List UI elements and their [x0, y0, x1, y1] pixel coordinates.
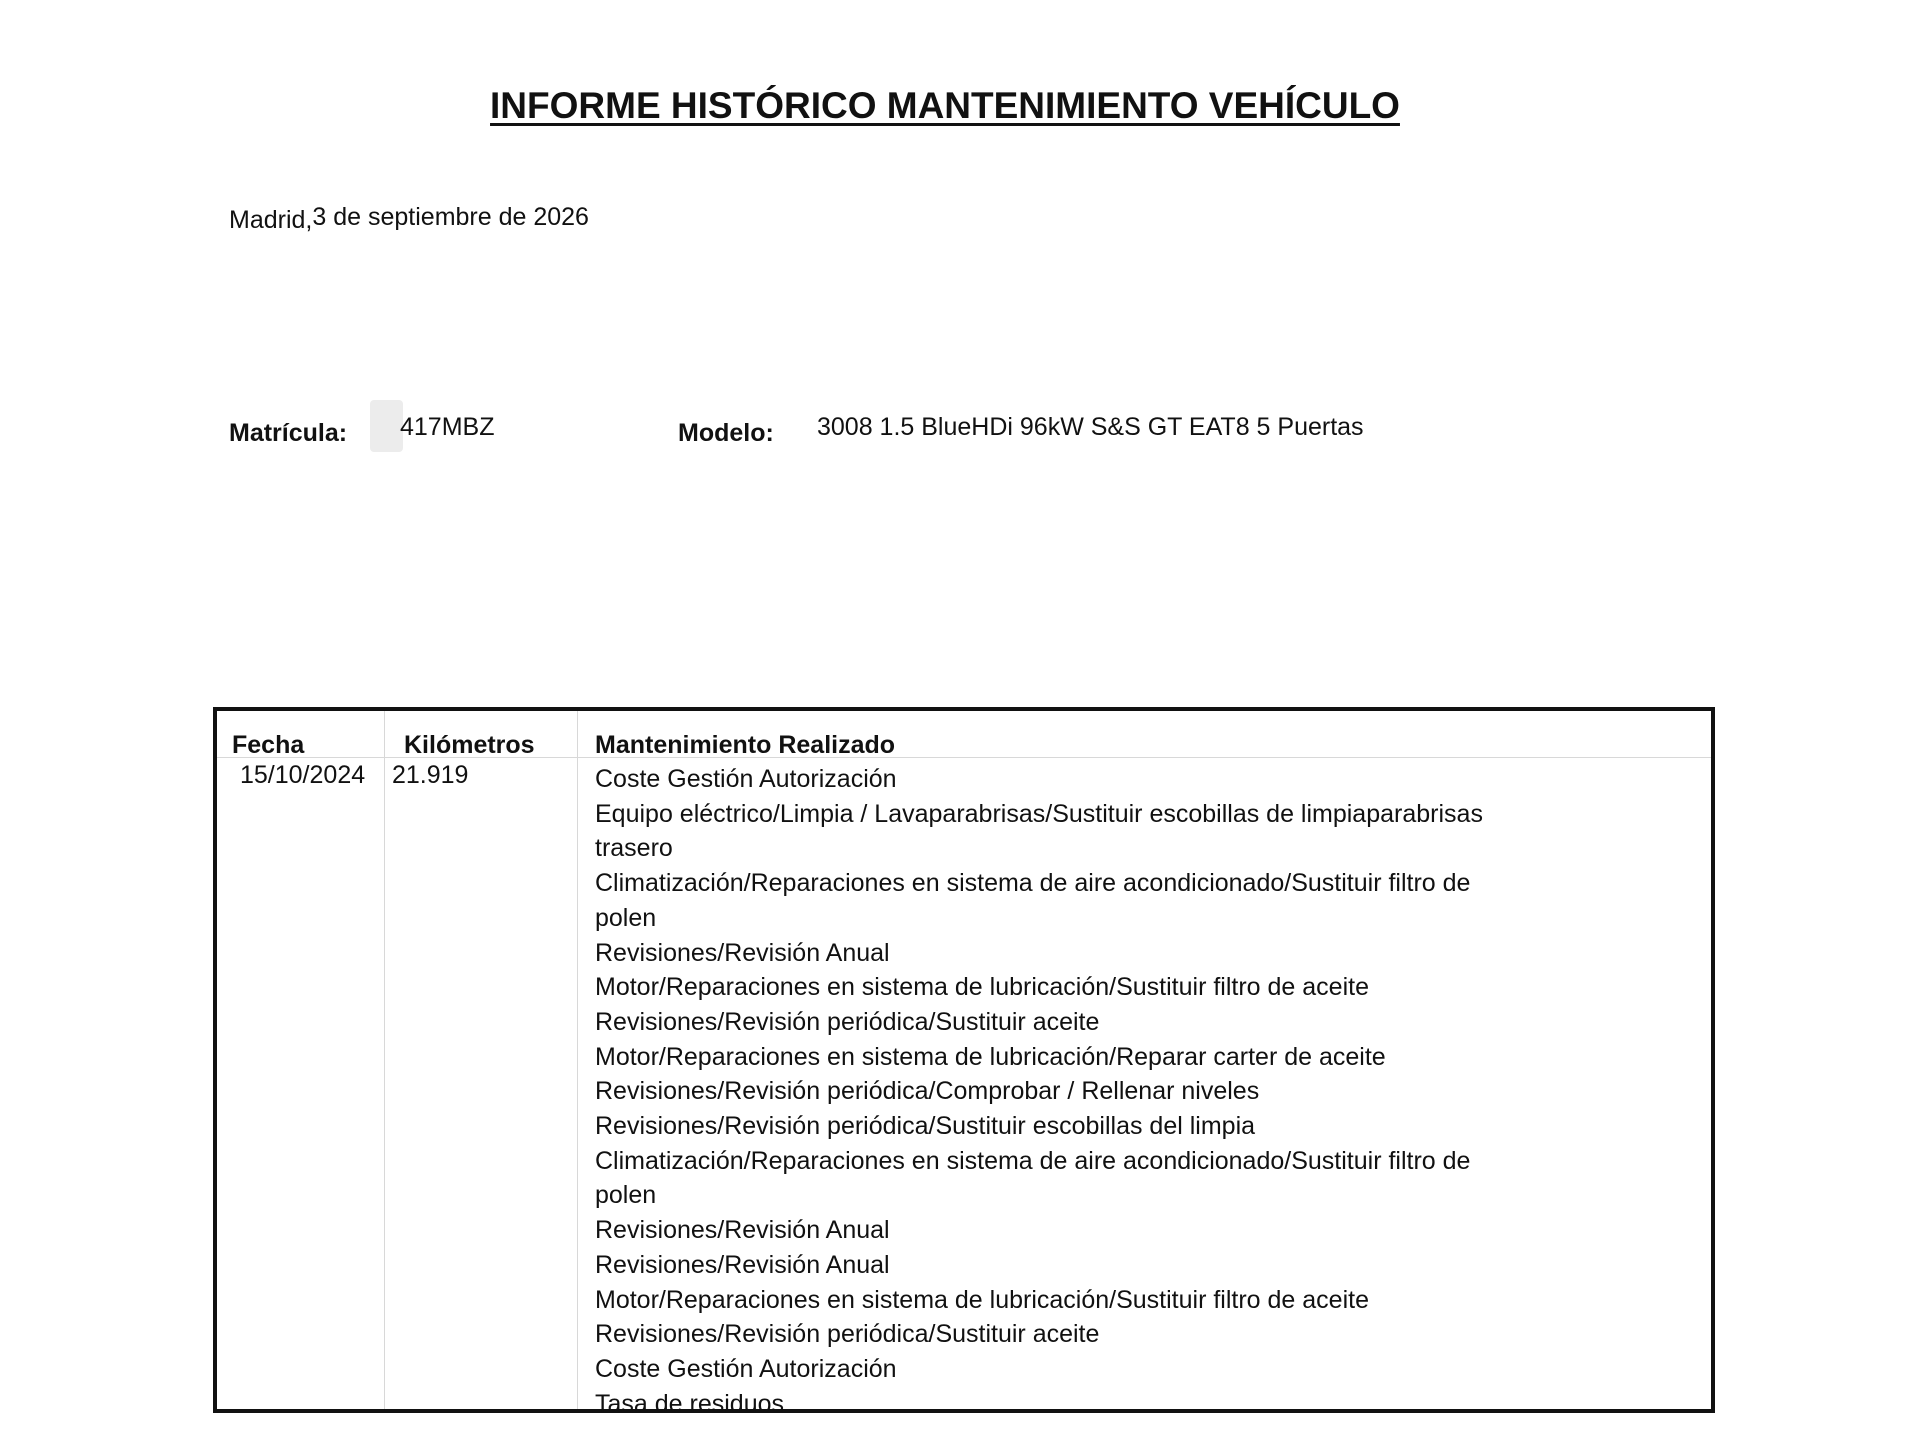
- maintenance-item: Revisiones/Revisión Anual: [595, 938, 890, 967]
- header-km: Kilómetros: [404, 731, 535, 759]
- report-date: 3 de septiembre de 2026: [312, 203, 589, 231]
- maintenance-item: trasero: [595, 834, 673, 863]
- report-title: INFORME HISTÓRICO MANTENIMIENTO VEHÍCULO: [490, 85, 1400, 126]
- place-date: [229, 203, 589, 235]
- plate-value: 417MBZ: [400, 413, 495, 441]
- place: Madrid,: [229, 206, 313, 234]
- maintenance-item: Tasa de residuos: [595, 1389, 785, 1418]
- column-divider-date: [384, 711, 385, 1409]
- maintenance-item: polen: [595, 903, 657, 932]
- maintenance-item: Climatización/Reparaciones en sistema de aire acondicionado/Sustituir filtro de: [595, 869, 1471, 898]
- plate-redaction-mask: [370, 400, 403, 452]
- maintenance-item: Revisiones/Revisión Anual: [595, 1216, 890, 1245]
- maintenance-item: Motor/Reparaciones en sistema de lubricación/Sustituir filtro de aceite: [595, 1285, 1369, 1314]
- maintenance-item: Equipo eléctrico/Limpia / Lavaparabrisas/Sustituir escobillas de limpiaparabrisas: [595, 799, 1483, 828]
- maintenance-item: Motor/Reparaciones en sistema de lubricación/Reparar carter de aceite: [595, 1042, 1386, 1071]
- header-maintenance: Mantenimiento Realizado: [595, 731, 896, 759]
- maintenance-item: Motor/Reparaciones en sistema de lubricación/Sustituir filtro de aceite: [595, 973, 1369, 1002]
- row-km: 21.919: [392, 761, 469, 789]
- row-date: 15/10/2024: [240, 761, 366, 789]
- maintenance-item: Climatización/Reparaciones en sistema de aire acondicionado/Sustituir filtro de: [595, 1146, 1471, 1175]
- model-label: Modelo:: [678, 419, 774, 447]
- maintenance-item: Revisiones/Revisión periódica/Sustituir aceite: [595, 1007, 1100, 1036]
- header-date: Fecha: [232, 731, 305, 759]
- maintenance-item: Coste Gestión Autorización: [595, 1354, 897, 1383]
- maintenance-item: Coste Gestión Autorización: [595, 765, 897, 793]
- column-divider-km: [577, 711, 578, 1409]
- maintenance-item: Revisiones/Revisión periódica/Sustituir escobillas del limpia: [595, 1112, 1256, 1141]
- maintenance-item: Revisiones/Revisión periódica/Comprobar / Rellenar niveles: [595, 1077, 1260, 1106]
- maintenance-item: polen: [595, 1181, 657, 1210]
- model-value: 3008 1.5 BlueHDi 96kW S&S GT EAT8 5 Puertas: [817, 413, 1364, 441]
- plate-label: Matrícula:: [229, 419, 348, 447]
- maintenance-items-list: [595, 762, 1555, 1421]
- maintenance-table: [213, 707, 1715, 1418]
- maintenance-item: Revisiones/Revisión Anual: [595, 1250, 890, 1279]
- maintenance-item: Revisiones/Revisión periódica/Sustituir aceite: [595, 1320, 1100, 1349]
